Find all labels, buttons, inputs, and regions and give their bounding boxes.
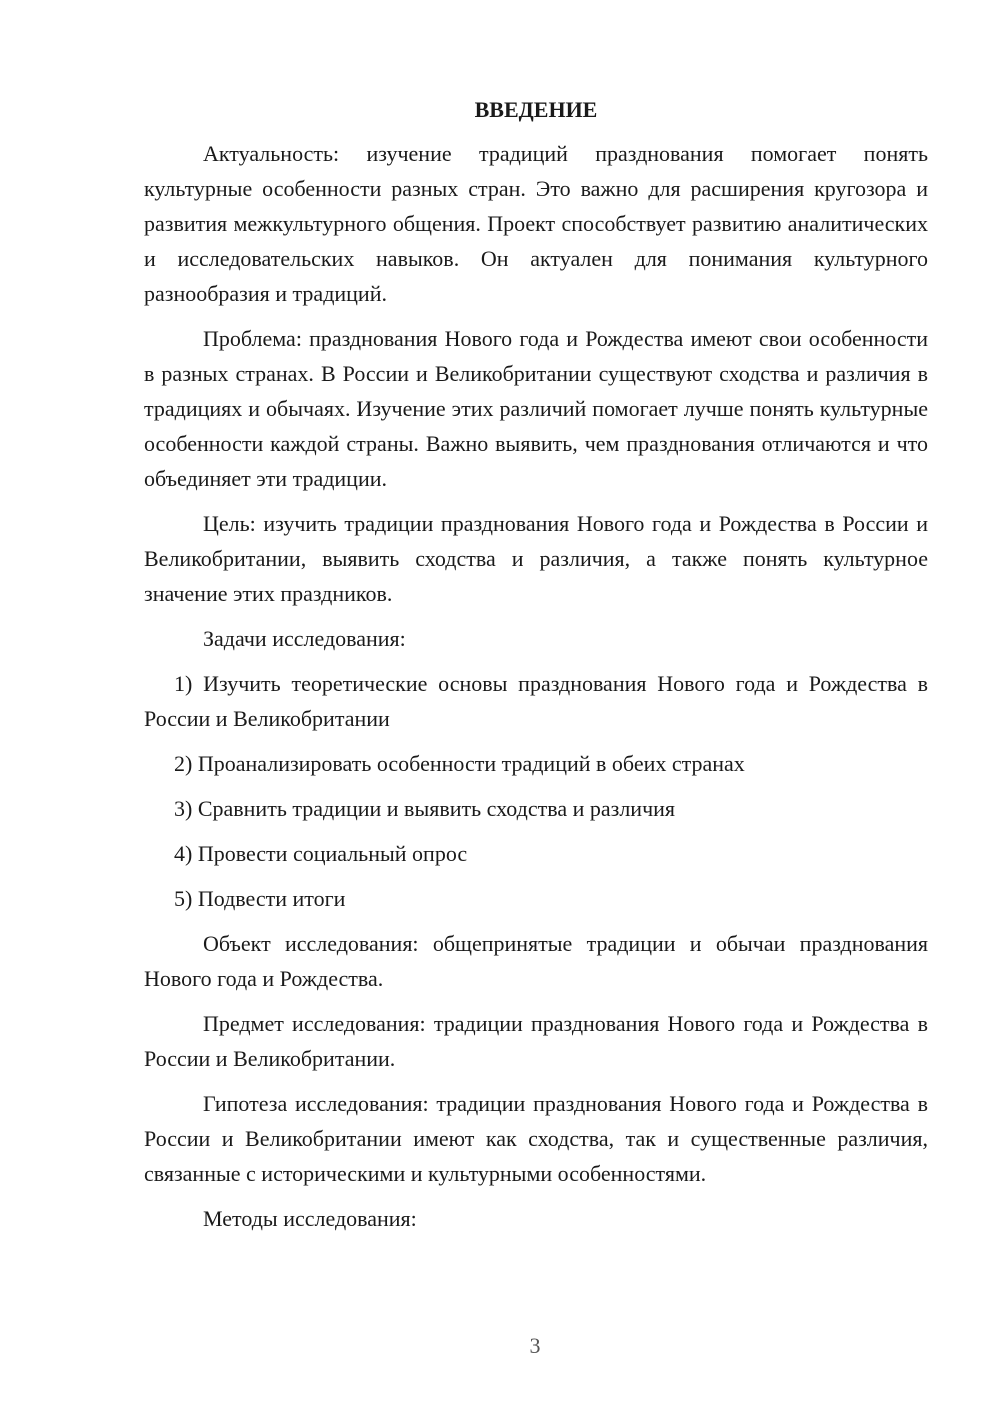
task-item: 4) Провести социальный опрос (174, 841, 468, 866)
goal-paragraph: Цель: изучить традиции празднования Нового года и Рождества в России и Великобритании, выявить сходства и различия, а также понять культурное значение этих праздников. (144, 511, 928, 606)
tasks-heading: Задачи исследования: (203, 626, 406, 651)
document-page (144, 94, 928, 1246)
task-item: 3) Сравнить традиции и выявить сходства и различия (174, 796, 676, 821)
relevance-paragraph: Актуальность: изучение традиций празднования помогает понять культурные особенности разных стран. Это важно для расширения кругозора и развития межкультурного общения. Проект способствует развитию аналитических и исследовательских навыков. Он актуален для понимания культурного разнообразия и традиций. (144, 141, 928, 306)
task-item: 5) Подвести итоги (174, 886, 346, 911)
task-item: 2) Проанализировать особенности традиций в обеих странах (174, 751, 745, 776)
object-paragraph: Объект исследования: общепринятые традиции и обычаи празднования Нового года и Рождества. (144, 931, 928, 991)
hypothesis-paragraph: Гипотеза исследования: традиции празднования Нового года и Рождества в России и Великобритании имеют как сходства, так и существенные различия, связанные с историческими и культурными особенностями. (144, 1091, 928, 1186)
section-title: ВВЕДЕНИЕ (474, 97, 598, 122)
page-number: 3 (529, 1333, 541, 1358)
methods-heading: Методы исследования: (203, 1206, 417, 1231)
task-item: 1) Изучить теоретические основы празднования Нового года и Рождества в России и Великобритании (144, 671, 928, 731)
subject-paragraph: Предмет исследования: традиции празднования Нового года и Рождества в России и Великобритании. (144, 1011, 928, 1071)
problem-paragraph: Проблема: празднования Нового года и Рождества имеют свои особенности в разных странах. В России и Великобритании существуют сходства и различия в традициях и обычаях. Изучение этих различий помогает лучше понять культурные особенности каждой страны. Важно выявить, чем празднования отличаются и что объединяет эти традиции. (144, 326, 928, 491)
